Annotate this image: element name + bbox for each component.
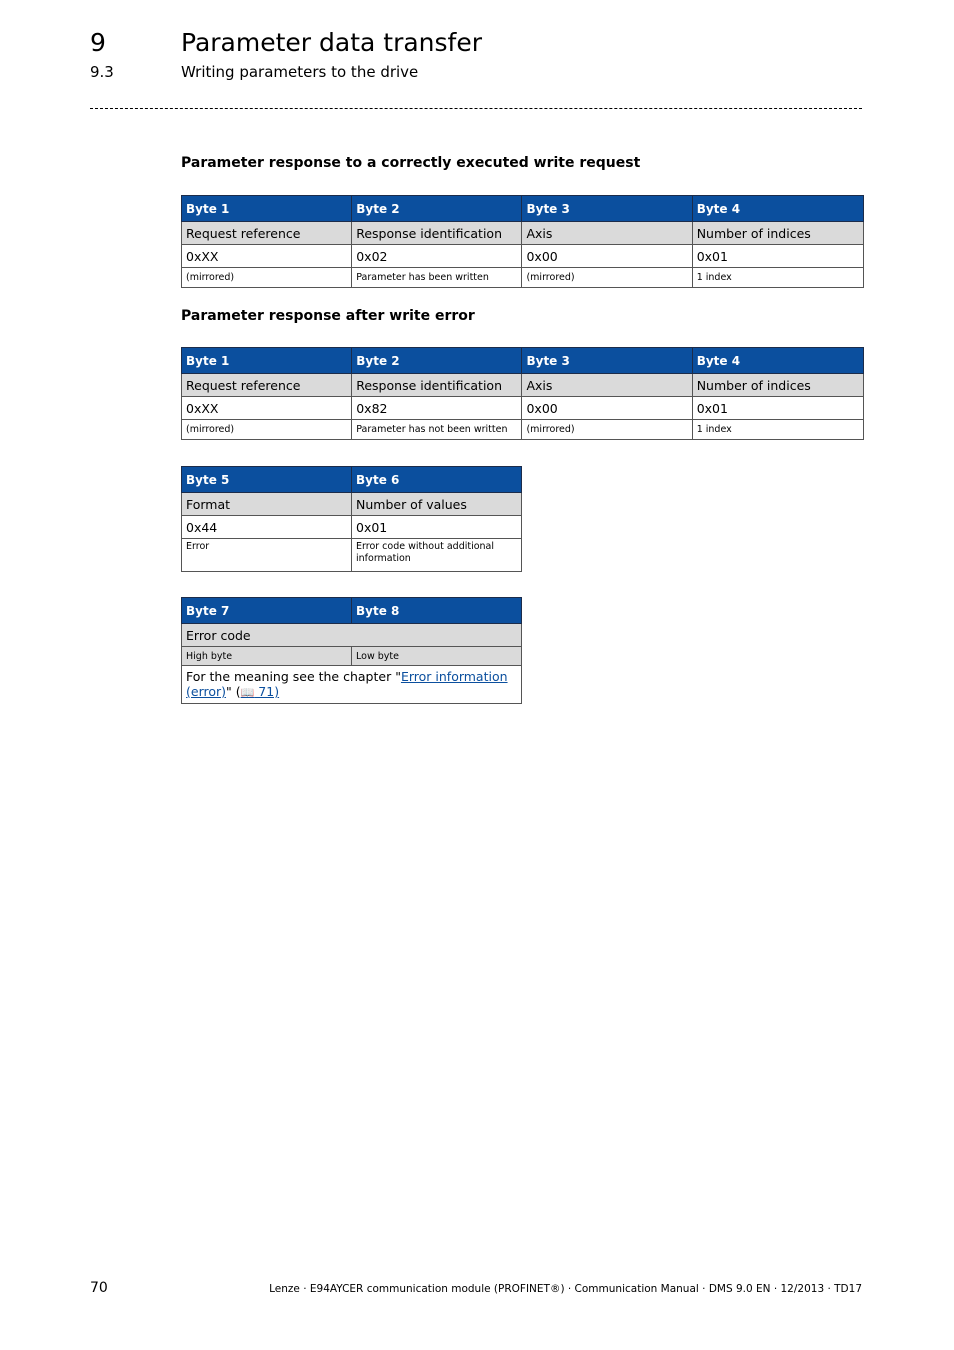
page-number: 70	[90, 1280, 108, 1296]
field-value: 0x82	[352, 397, 522, 420]
field-name: Number of indices	[692, 374, 863, 397]
field-value: 0x01	[692, 245, 863, 268]
heading-write-error: Parameter response after write error	[181, 308, 475, 324]
column-header: Byte 3	[522, 196, 692, 222]
book-icon: 📖	[240, 686, 255, 699]
error-information-link[interactable]: Error information (error)	[186, 669, 508, 699]
column-header: Byte 2	[352, 348, 522, 374]
page-ref: 71)	[254, 684, 280, 699]
field-value: 0x01	[352, 516, 522, 539]
field-note: Parameter has been written	[352, 268, 522, 288]
field-value: 0x01	[692, 397, 863, 420]
field-note: (mirrored)	[182, 420, 352, 440]
field-value: 0xXX	[182, 245, 352, 268]
field-name: Request reference	[182, 222, 352, 245]
field-name: Response identification	[352, 222, 522, 245]
table-byte-5-6	[181, 466, 522, 572]
field-note: 1 index	[692, 268, 863, 288]
field-name: Axis	[522, 374, 692, 397]
section-title: Writing parameters to the drive	[181, 63, 419, 81]
field-note: Low byte	[352, 647, 522, 666]
page-ref-link[interactable]	[241, 684, 279, 699]
field-value: 0xXX	[182, 397, 352, 420]
section-number: 9.3	[90, 63, 114, 81]
column-header: Byte 1	[182, 196, 352, 222]
field-name: Error code	[182, 624, 522, 647]
field-note: Error code without additional information	[352, 539, 522, 572]
column-header: Byte 3	[522, 348, 692, 374]
field-name: Number of values	[352, 493, 522, 516]
field-value: 0x00	[522, 397, 692, 420]
field-value: 0x00	[522, 245, 692, 268]
field-note: High byte	[182, 647, 352, 666]
header-divider	[90, 108, 862, 109]
table-write-error	[181, 347, 864, 440]
field-name: Axis	[522, 222, 692, 245]
field-note: Parameter has not been written	[352, 420, 522, 440]
field-name: Request reference	[182, 374, 352, 397]
chapter-title: Parameter data transfer	[181, 28, 483, 57]
note-mid: " (	[226, 684, 241, 699]
field-name: Number of indices	[692, 222, 863, 245]
field-name: Response identification	[352, 374, 522, 397]
field-note: 1 index	[692, 420, 863, 440]
column-header: Byte 4	[692, 196, 863, 222]
field-note: (mirrored)	[522, 420, 692, 440]
column-header: Byte 7	[182, 598, 352, 624]
table-correct-write	[181, 195, 864, 288]
column-header: Byte 4	[692, 348, 863, 374]
column-header: Byte 2	[352, 196, 522, 222]
field-note: Error	[182, 539, 352, 572]
heading-correct-write: Parameter response to a correctly executed write request	[181, 155, 641, 171]
note-prefix: For the meaning see the chapter "	[186, 669, 401, 684]
field-note: (mirrored)	[182, 268, 352, 288]
error-reference-note	[182, 666, 522, 704]
field-value: 0x02	[352, 245, 522, 268]
column-header: Byte 6	[352, 467, 522, 493]
chapter-number: 9	[90, 28, 106, 57]
column-header: Byte 1	[182, 348, 352, 374]
column-header: Byte 5	[182, 467, 352, 493]
table-byte-7-8	[181, 597, 522, 704]
column-header: Byte 8	[352, 598, 522, 624]
field-name: Format	[182, 493, 352, 516]
footer-text: Lenze · E94AYCER communication module (PROFINET®) · Communication Manual · DMS 9.0 EN · 12/2013 · TD17	[269, 1283, 862, 1295]
field-note: (mirrored)	[522, 268, 692, 288]
field-value: 0x44	[182, 516, 352, 539]
